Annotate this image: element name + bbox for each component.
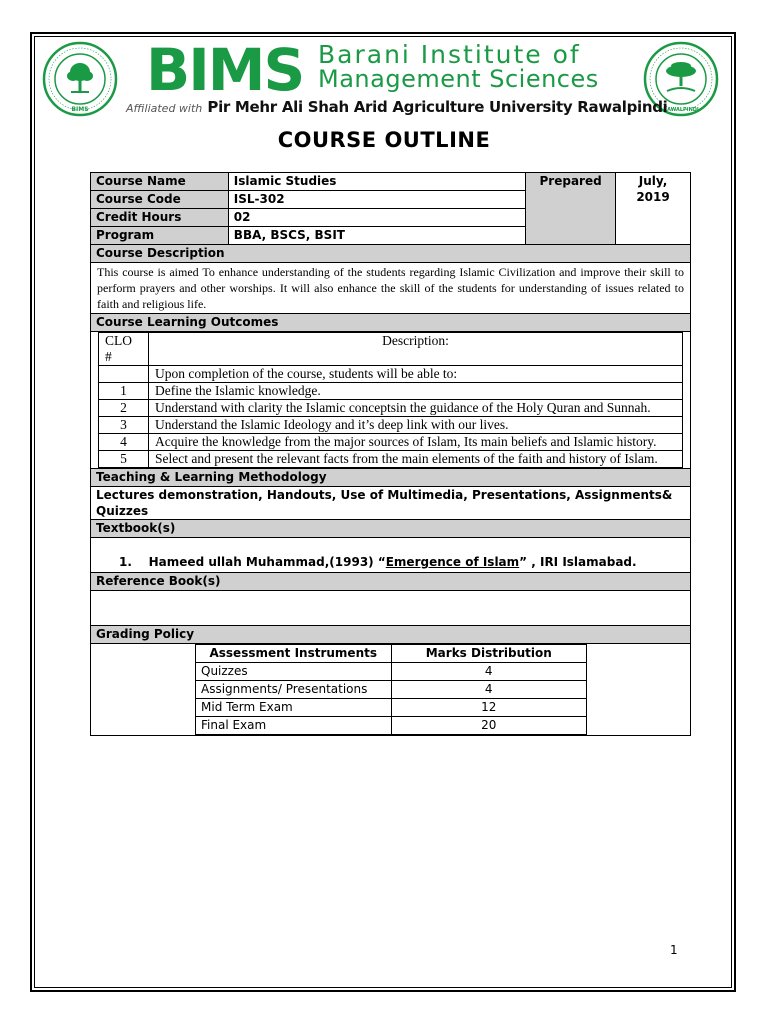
- grading-row: [196, 699, 587, 717]
- program-value: BBA, BSCS, BSIT: [228, 227, 525, 245]
- assessment-instruments-header: Assessment Instruments: [196, 645, 392, 663]
- clo-text: Acquire the knowledge from the major sources of Islam, Its main beliefs and Islamic history.: [149, 434, 683, 451]
- clo-intro-text: Upon completion of the course, students will be able to:: [149, 366, 683, 383]
- reference-books-body: [91, 591, 691, 626]
- clo-text: Understand the Islamic Ideology and it’s deep link with our lives.: [149, 417, 683, 434]
- clo-row: [99, 451, 683, 468]
- clo-intro-row: [99, 366, 683, 383]
- course-name-value: Islamic Studies: [228, 173, 525, 191]
- institute-name-line1: Barani Institute of: [318, 40, 581, 69]
- course-name-label: Course Name: [91, 173, 229, 191]
- clo-text: Understand with clarity the Islamic conceptsin the guidance of the Holy Quran and Sunnah.: [149, 400, 683, 417]
- assessment-marks: 20: [391, 717, 587, 735]
- course-outline-table: [90, 172, 691, 736]
- grading-policy-container: [91, 644, 691, 736]
- affiliation-prefix: Affiliated with: [126, 102, 203, 115]
- credit-hours-label: Credit Hours: [91, 209, 229, 227]
- bims-logo-wordmark: BIMS: [146, 36, 304, 104]
- clo-header-row: [99, 333, 683, 366]
- clo-description-header: Description:: [149, 333, 683, 366]
- grading-row: [196, 663, 587, 681]
- clo-number: 1: [99, 383, 149, 400]
- assessment-instrument: Assignments/ Presentations: [196, 681, 392, 699]
- grading-row: [196, 681, 587, 699]
- clo-number-header: CLO #: [99, 333, 149, 366]
- assessment-instrument: Quizzes: [196, 663, 392, 681]
- clo-number: 3: [99, 417, 149, 434]
- seal-left-label: BIMS: [71, 106, 89, 113]
- clo-number: 5: [99, 451, 149, 468]
- clo-row: [99, 400, 683, 417]
- textbook-entry: [91, 538, 691, 573]
- grading-header-row: [196, 645, 587, 663]
- assessment-instrument: Mid Term Exam: [196, 699, 392, 717]
- textbook-publisher: ” , IRI Islamabad.: [519, 555, 637, 569]
- course-code-label: Course Code: [91, 191, 229, 209]
- methodology-heading: Teaching & Learning Methodology: [91, 469, 691, 487]
- institute-name-line2: Management Sciences: [318, 65, 599, 93]
- grading-table: [195, 644, 587, 735]
- learning-outcomes-heading: Course Learning Outcomes: [91, 314, 691, 332]
- clo-row: [99, 434, 683, 451]
- learning-outcomes-table: [98, 332, 683, 468]
- methodology-text: Lectures demonstration, Handouts, Use of Multimedia, Presentations, Assignments& Quizzes: [91, 487, 691, 520]
- prepared-date: July, 2019: [616, 173, 691, 245]
- clo-intro-blank: [99, 366, 149, 383]
- affiliation-university: Pir Mehr Ali Shah Arid Agriculture University Rawalpindi: [207, 98, 668, 116]
- page-number: 1: [670, 943, 678, 957]
- grading-row: [196, 717, 587, 735]
- clo-number: 2: [99, 400, 149, 417]
- course-name-row: [91, 173, 691, 191]
- textbook-number: 1.: [119, 555, 132, 569]
- assessment-marks: 12: [391, 699, 587, 717]
- credit-hours-value: 02: [228, 209, 525, 227]
- grading-policy-heading: Grading Policy: [91, 626, 691, 644]
- seal-right-label: RAWALPINDI: [663, 107, 699, 113]
- university-seal-left-icon: [42, 41, 118, 117]
- textbook-heading: Textbook(s): [91, 520, 691, 538]
- marks-distribution-header: Marks Distribution: [391, 645, 587, 663]
- textbook-title: Emergence of Islam: [385, 555, 520, 569]
- document-title: COURSE OUTLINE: [277, 128, 491, 152]
- clo-text: Select and present the relevant facts from the main elements of the faith and history of Islam.: [149, 451, 683, 468]
- textbook-author: Hameed ullah Muhammad,(1993) “: [148, 555, 386, 569]
- clo-row: [99, 417, 683, 434]
- course-description-heading: Course Description: [91, 245, 691, 263]
- assessment-instrument: Final Exam: [196, 717, 392, 735]
- prepared-label: Prepared: [526, 173, 616, 245]
- clo-number: 4: [99, 434, 149, 451]
- course-description-text: This course is aimed To enhance understanding of the students regarding Islamic Civilization and improve their skill to perform prayers and other worships. It will also enhance the skill of the students for understanding of issues related to faith and religious life.: [91, 263, 691, 314]
- reference-books-heading: Reference Book(s): [91, 573, 691, 591]
- assessment-marks: 4: [391, 663, 587, 681]
- assessment-marks: 4: [391, 681, 587, 699]
- clo-row: [99, 383, 683, 400]
- clo-text: Define the Islamic knowledge.: [149, 383, 683, 400]
- program-label: Program: [91, 227, 229, 245]
- learning-outcomes-container: [91, 332, 691, 469]
- affiliation-line: [126, 97, 668, 119]
- course-code-value: ISL-302: [228, 191, 525, 209]
